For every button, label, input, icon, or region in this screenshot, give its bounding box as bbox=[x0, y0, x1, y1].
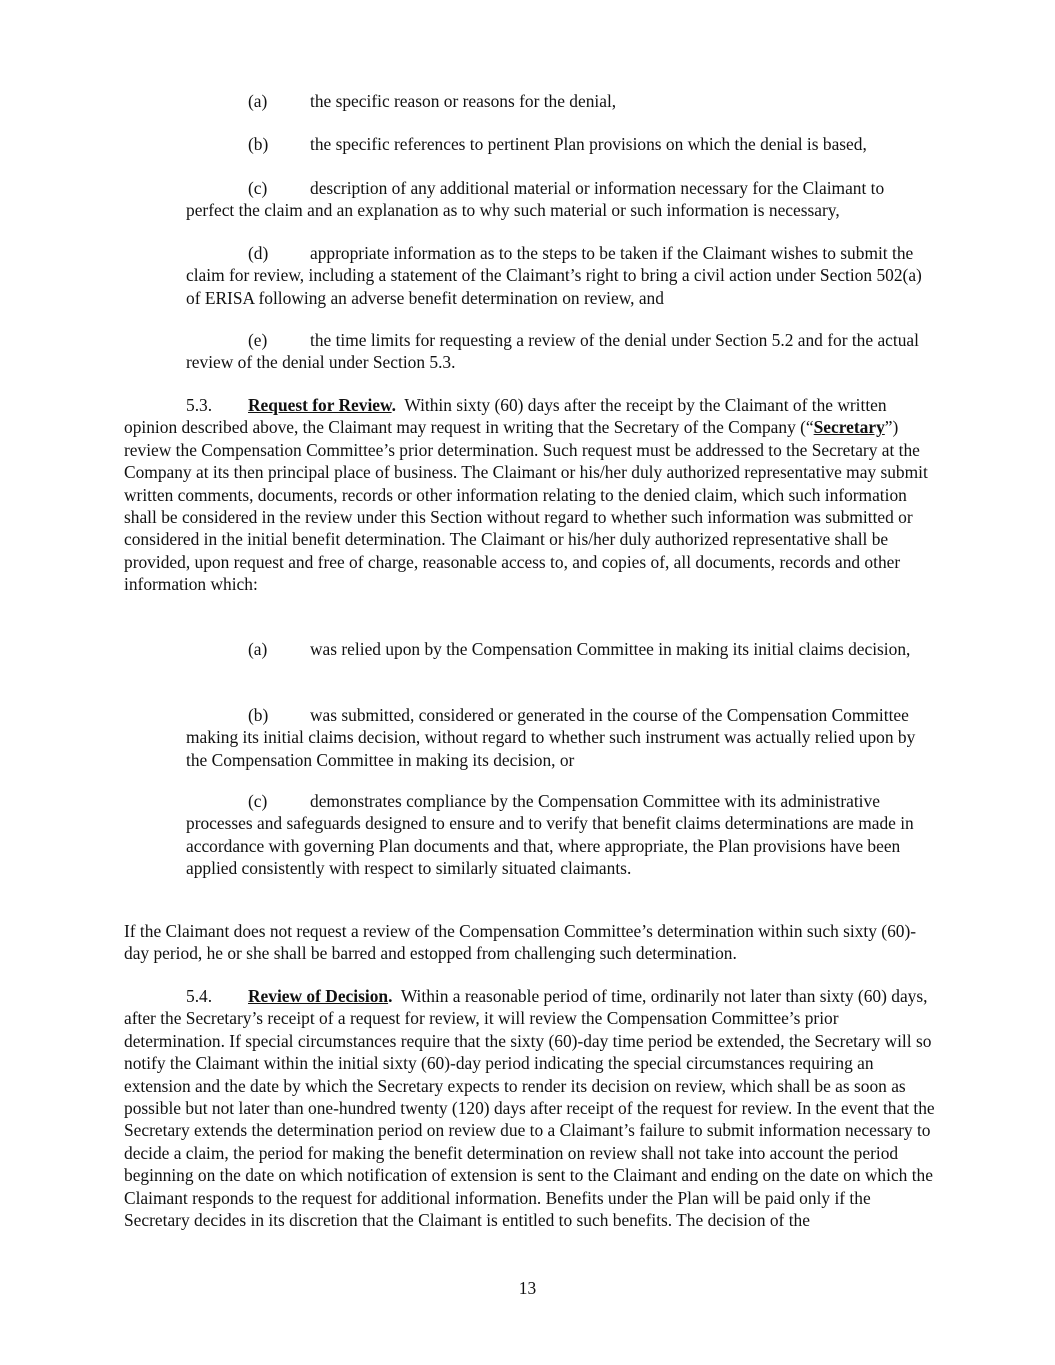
section-number: 5.4. bbox=[186, 986, 213, 1006]
section-heading: Request for Review bbox=[248, 395, 392, 415]
review-item-a: (a) was relied upon by the Compensation Committee in making its initial claims decision, bbox=[248, 639, 911, 659]
denial-item-d: (d) appropriate information as to the steps to be taken if the Claimant wishes to submit the claim for review, including a statement of the Claimant’s right to bring a civil action under Section 502(a) of ERISA following an adverse benefit determination on review, and bbox=[186, 243, 922, 308]
denial-item-c: (c) description of any additional material or information necessary for the Claimant to perfect the claim and an explanation as to why such material or such information is necessary, bbox=[186, 178, 885, 221]
section-number: 5.3. bbox=[186, 395, 213, 415]
review-item-c: (c) demonstrates compliance by the Compensation Committee with its administrative processes and safeguards designed to ensure and to verify that benefit claims determinations are made in accordance with governing Plan documents and that, where appropriate, the Plan provisions have been applied consistently with respect to similarly situated claimants. bbox=[186, 791, 914, 879]
section-5-3-paragraph: 5.3. Request for Review. Within sixty (60) days after the receipt by the Claimant of the written opinion described above, the Claimant may request in writing that the Secretary of the Company (“Secretary”) review the Compensation Committee’s prior determination. Such request must be addressed to the Secretary at the Company at its then principal place of business. The Claimant or his/her duly authorized representative may submit written comments, documents, records or other information relating to the denied claim, which such information shall be considered in the review under this Section without regard to whether such information was submitted or considered in the initial benefit determination. The Claimant or his/her duly authorized representative shall be provided, upon request and free of charge, reasonable access to, and copies of, all documents, records and other information which: bbox=[124, 395, 928, 595]
denial-item-a: (a) the specific reason or reasons for the denial, bbox=[248, 91, 617, 111]
defined-term: Secretary bbox=[813, 417, 885, 438]
section-5-3-closing: If the Claimant does not request a review of the Compensation Committee’s determination within such sixty (60)-day period, he or she shall be barred and estopped from challenging such determination. bbox=[124, 921, 917, 964]
review-item-b: (b) was submitted, considered or generated in the course of the Compensation Committee making its initial claims decision, without regard to whether such instrument was actually relied upon by the Compensation Committee in making its decision, or bbox=[186, 705, 916, 770]
denial-item-e: (e) the time limits for requesting a review of the denial under Section 5.2 and for the actual review of the denial under Section 5.3. bbox=[186, 330, 919, 373]
denial-item-b: (b) the specific references to pertinent Plan provisions on which the denial is based, bbox=[248, 134, 867, 154]
section-5-4-paragraph: 5.4. Review of Decision. Within a reasonable period of time, ordinarily not later than sixty (60) days, after the Secretary’s receipt of a request for review, it will review the Compensation Committee’s prior determination. If special circumstances require that the sixty (60)-day time period be extended, the Secretary will so notify the Claimant within the initial sixty (60)-day period indicating the special circumstances requiring an extension and the date by which the Secretary expects to render its decision on review, which shall be as soon as possible but not later than one-hundred twenty (120) days after receipt of the request for review. In the event that the Secretary extends the determination period on review due to a Claimant’s failure to submit information necessary to decide a claim, the period for making the benefit determination on review shall not take into account the period beginning on the date on which notification of extension is sent to the Claimant and ending on the date on which the Claimant responds to the request for additional information. Benefits under the Plan will be paid only if the Secretary decides in its discretion that the Claimant is entitled to such benefits. The decision of the bbox=[124, 986, 935, 1231]
page-number: 13 bbox=[518, 1278, 537, 1298]
section-heading: Review of Decision bbox=[248, 986, 389, 1006]
